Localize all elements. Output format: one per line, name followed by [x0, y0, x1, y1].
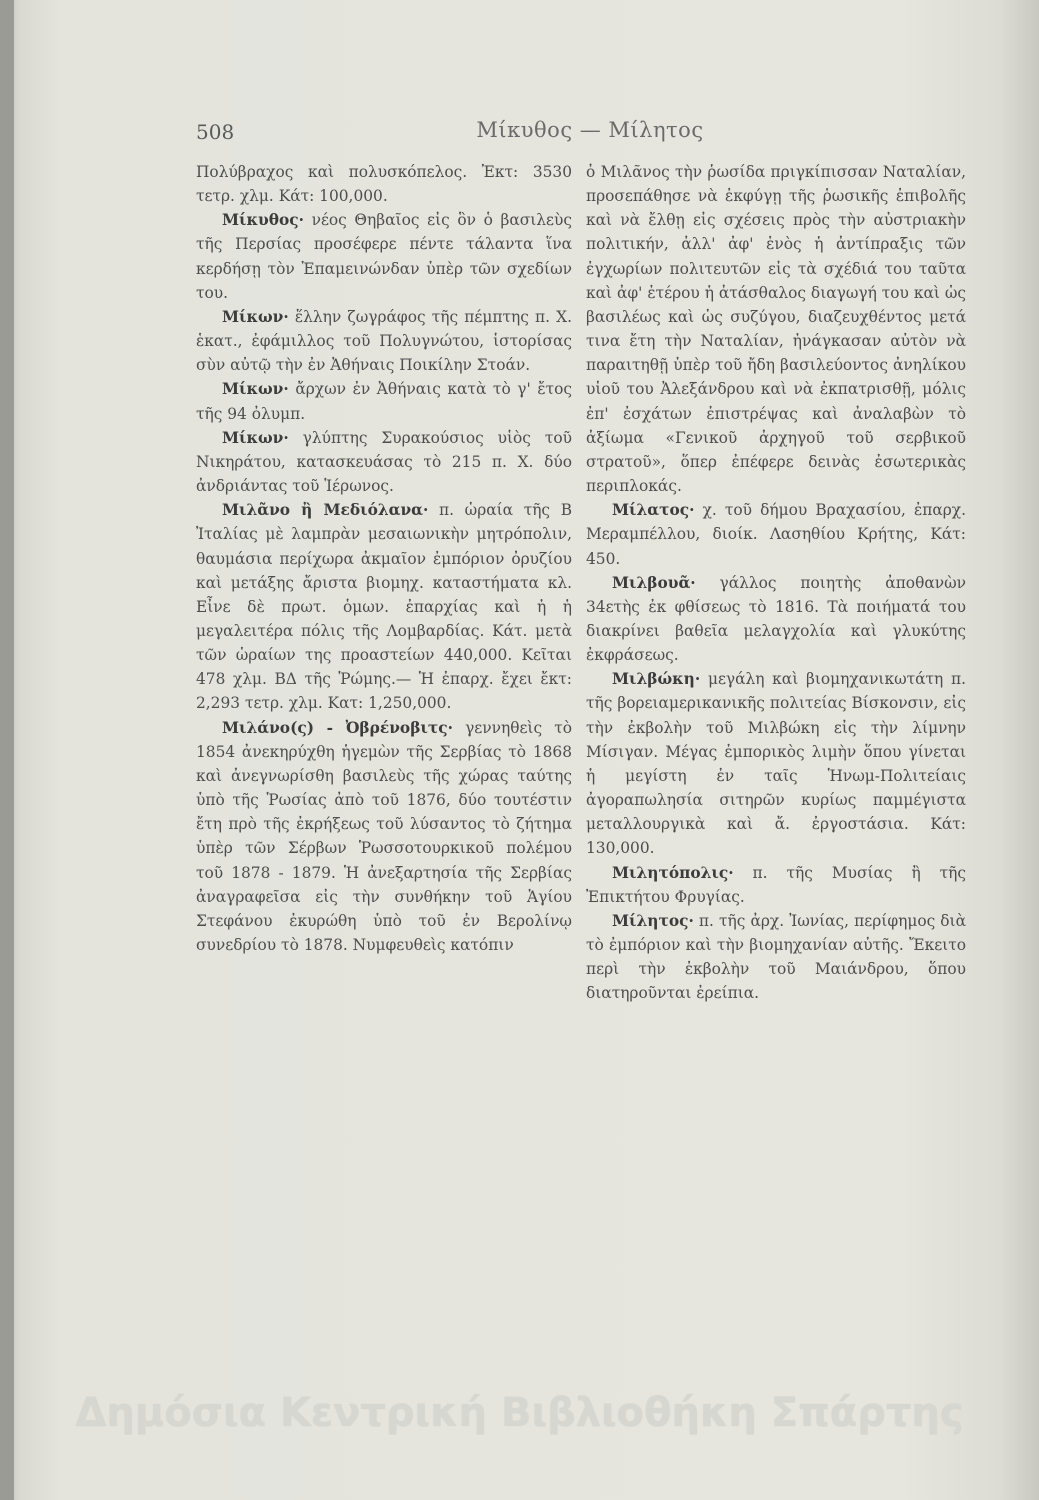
dictionary-entry [586, 861, 966, 909]
entry-text: π. ὡραία τῆς Β Ἰταλίας μὲ λαμπρὰν μεσαιωνικὴν μητρόπολιν, θαυμάσια περίχωρα ἀκμαῖον ἐμπόριον ὀρυζίου καὶ μετάξης ἄριστα βιομηχ. καταστήματα κλ. Εἶνε δὲ πρωτ. ὁμων. ἐπαρχίας καὶ ἡ ἡ μεγαλειτέρα πόλις τῆς Λομβαρδίας. Κάτ. μετὰ τῶν ὡραίων της προαστείων 440,000. Κεῖται 478 χλμ. ΒΔ τῆς Ῥώμης.— Ἡ ἐπαρχ. ἔχει ἔκτ: 2,293 τετρ. χλμ. Κατ: 1,250,000. [196, 501, 572, 713]
page-number: 508 [196, 120, 235, 144]
dictionary-entry [196, 208, 572, 305]
entry-text: χ. τοῦ δήμου Βραχασίου, ἐπαρχ. Μεραμπέλλου, διοίκ. Λασηθίου Κρήτης, Κάτ: 450. [586, 501, 966, 568]
entry-text: ἄρχων ἐν Ἀθήναις κατὰ τὸ γ' ἔτος τῆς 94 ὀλυμπ. [196, 380, 572, 423]
entry-text: γεννηθεὶς τὸ 1854 ἀνεκηρύχθη ἡγεμὼν τῆς Σερβίας τὸ 1868 καὶ ἀνεγνωρίσθη βασιλεὺς τῆς χώρας ταύτης ὑπὸ τῆς Ῥωσίας ἀπὸ τοῦ 1876, δύο τουτέστιν ἔτη πρὸ τῆς ἐκρήξεως τοῦ λύσαντος τὸ ζήτημα ὑπὲρ τῶν Σέρβων Ῥωσσοτουρκικοῦ πολέμου τοῦ 1878 - 1879. Ἡ ἀνεξαρτησία τῆς Σερβίας ἀναγραφεῖσα εἰς τὴν συνθήκην τοῦ Ἁγίου Στεφάνου ἐκυρώθη ὑπὸ τοῦ ἐν Βερολίνῳ συνεδρίου τὸ 1878. Νυμφευθεὶς κατόπιν [196, 718, 572, 954]
dictionary-entry [196, 426, 572, 498]
entry-text: π. τῆς Μυσίας ἢ τῆς Ἐπικτήτου Φρυγίας. [586, 863, 966, 906]
entry-text: γλύπτης Συρακούσιος υἱὸς τοῦ Νικηράτου, κατασκευάσας τὸ 215 π. Χ. δύο ἀνδριάντας τοῦ Ἱέρωνος. [196, 428, 572, 496]
left-column [196, 160, 572, 957]
dictionary-entry [586, 571, 966, 668]
entry-text: γάλλος ποιητὴς ἀποθανὼν 34ετὴς ἐκ φθίσεως τὸ 1816. Τὰ ποιήματά του διακρίνει βαθεῖα μελαγχολία καὶ γλυκύτης ἐκφράσεως. [586, 573, 966, 665]
entry-headword: Μίκων· [222, 380, 289, 399]
dictionary-entry [196, 377, 572, 425]
entry-headword: Μιλβουᾶ· [612, 573, 696, 592]
entry-text: π. τῆς ἀρχ. Ἰωνίας, περίφημος διὰ τὸ ἐμπόριον καὶ τὴν βιομηχανίαν αὐτῆς. Ἔκειτο περὶ τὴν ἐκβολὴν τοῦ Μαιάνδρου, ὅπου διατηροῦνται ἐρείπια. [586, 911, 966, 1003]
entry-headword: Μιλᾶνο ἢ Μεδιόλανα· [222, 501, 429, 520]
entry-headword: Μίκων· [222, 428, 289, 447]
library-watermark: Δημόσια Κεντρική Βιβλιοθήκη Σπάρτης [75, 1390, 964, 1436]
entry-headword: Μιλβώκη· [612, 670, 701, 689]
entry-text: ἕλλην ζωγράφος τῆς πέμπτης π. Χ. ἑκατ., ἐφάμιλλος τοῦ Πολυγνώτου, ἱστορίσας σὺν αὐτῷ τὴν ἐν Ἀθήναις Ποικίλην Στοάν. [196, 307, 572, 375]
binding-shadow [0, 0, 14, 1500]
entry-continuation: Πολύβραχος καὶ πολυσκόπελος. Ἐκτ: 3530 τετρ. χλμ. Κάτ: 100,000. [196, 163, 572, 206]
entry-text: μεγάλη καὶ βιομηχανικωτάτη π. τῆς βορειαμερικανικῆς πολιτείας Βίσκονσιν, εἰς τὴν ἐκβολὴν τοῦ Μιλβώκη εἰς τὴν λίμνην Μίσιγαν. Μέγας ἐμπορικὸς λιμὴν ὅπου γίνεται ἡ μεγίστη ἐν ταῖς Ἡνωμ-Πολιτείαις ἀγοραπωλησία σιτηρῶν κυρίως παμμέγιστα μεταλλουργικὰ καὶ ἄ. ἐργοστάσια. Κάτ: 130,000. [586, 670, 966, 858]
dictionary-entry [196, 498, 572, 715]
dictionary-entry [586, 498, 966, 570]
dictionary-entry [586, 667, 966, 860]
entry-headword: Μιλάνο(ς) - Ὀβρένοβιτς· [222, 718, 453, 737]
entry-headword: Μιλητόπολις· [612, 863, 734, 882]
dictionary-entry [586, 909, 966, 1006]
entry-headword: Μίκυθος· [222, 211, 304, 230]
entry-headword: Μίλατος· [612, 501, 695, 520]
entry-continuation: ὁ Μιλᾶνος τὴν ῥωσίδα πριγκίπισσαν Ναταλίαν, προσεπάθησε νὰ ἐκφύγῃ τῆς ῥωσικῆς ἐπιβολῆς καὶ νὰ ἔλθῃ εἰς σχέσεις πρὸς τὴν αὐστριακὴν πολιτικήν, ἀλλ' ἀφ' ἑνὸς ἡ ἀντίπραξις τῶν ἐγχωρίων πολιτευτῶν εἰς τὰ σχέδιά του ταῦτα καὶ ἀφ' ἑτέρου ἡ ἀτάσθαλος διαγωγή του καὶ ὡς βασιλέως καὶ ὡς συζύγου, διαζευχθέντος μετά τινα ἔτη τὴν Ναταλίαν, ἠνάγκασαν αὐτὸν νὰ παραιτηθῇ ὑπὲρ τοῦ ἤδη βασιλεύοντος ἀνηλίκου υἱοῦ του Ἀλεξάνδρου καὶ νὰ ἐκπατρισθῇ, μόλις ἐπ' ἐσχάτων ἐπιστρέψας καὶ ἀναλαβὼν τὸ ἀξίωμα «Γενικοῦ ἀρχηγοῦ τοῦ σερβικοῦ στρατοῦ», ὅπερ ἐπέφερε δεινὰς ἐσωτερικὰς περιπλοκάς. [586, 163, 966, 496]
entry-text: νέος Θηβαῖος εἰς ὃν ὁ βασιλεὺς τῆς Περσίας προσέφερε πέντε τάλαντα ἵνα κερδήσῃ τὸν Ἐπαμεινώνδαν ὑπὲρ τῶν σχεδίων του. [196, 211, 572, 302]
running-head: Μίκυθος — Μίλητος [476, 118, 704, 142]
dictionary-entry [196, 305, 572, 377]
entry-headword: Μίλητος· [612, 911, 694, 930]
entry-headword: Μίκων· [222, 307, 289, 326]
dictionary-entry [196, 716, 572, 958]
right-column [586, 160, 966, 1005]
